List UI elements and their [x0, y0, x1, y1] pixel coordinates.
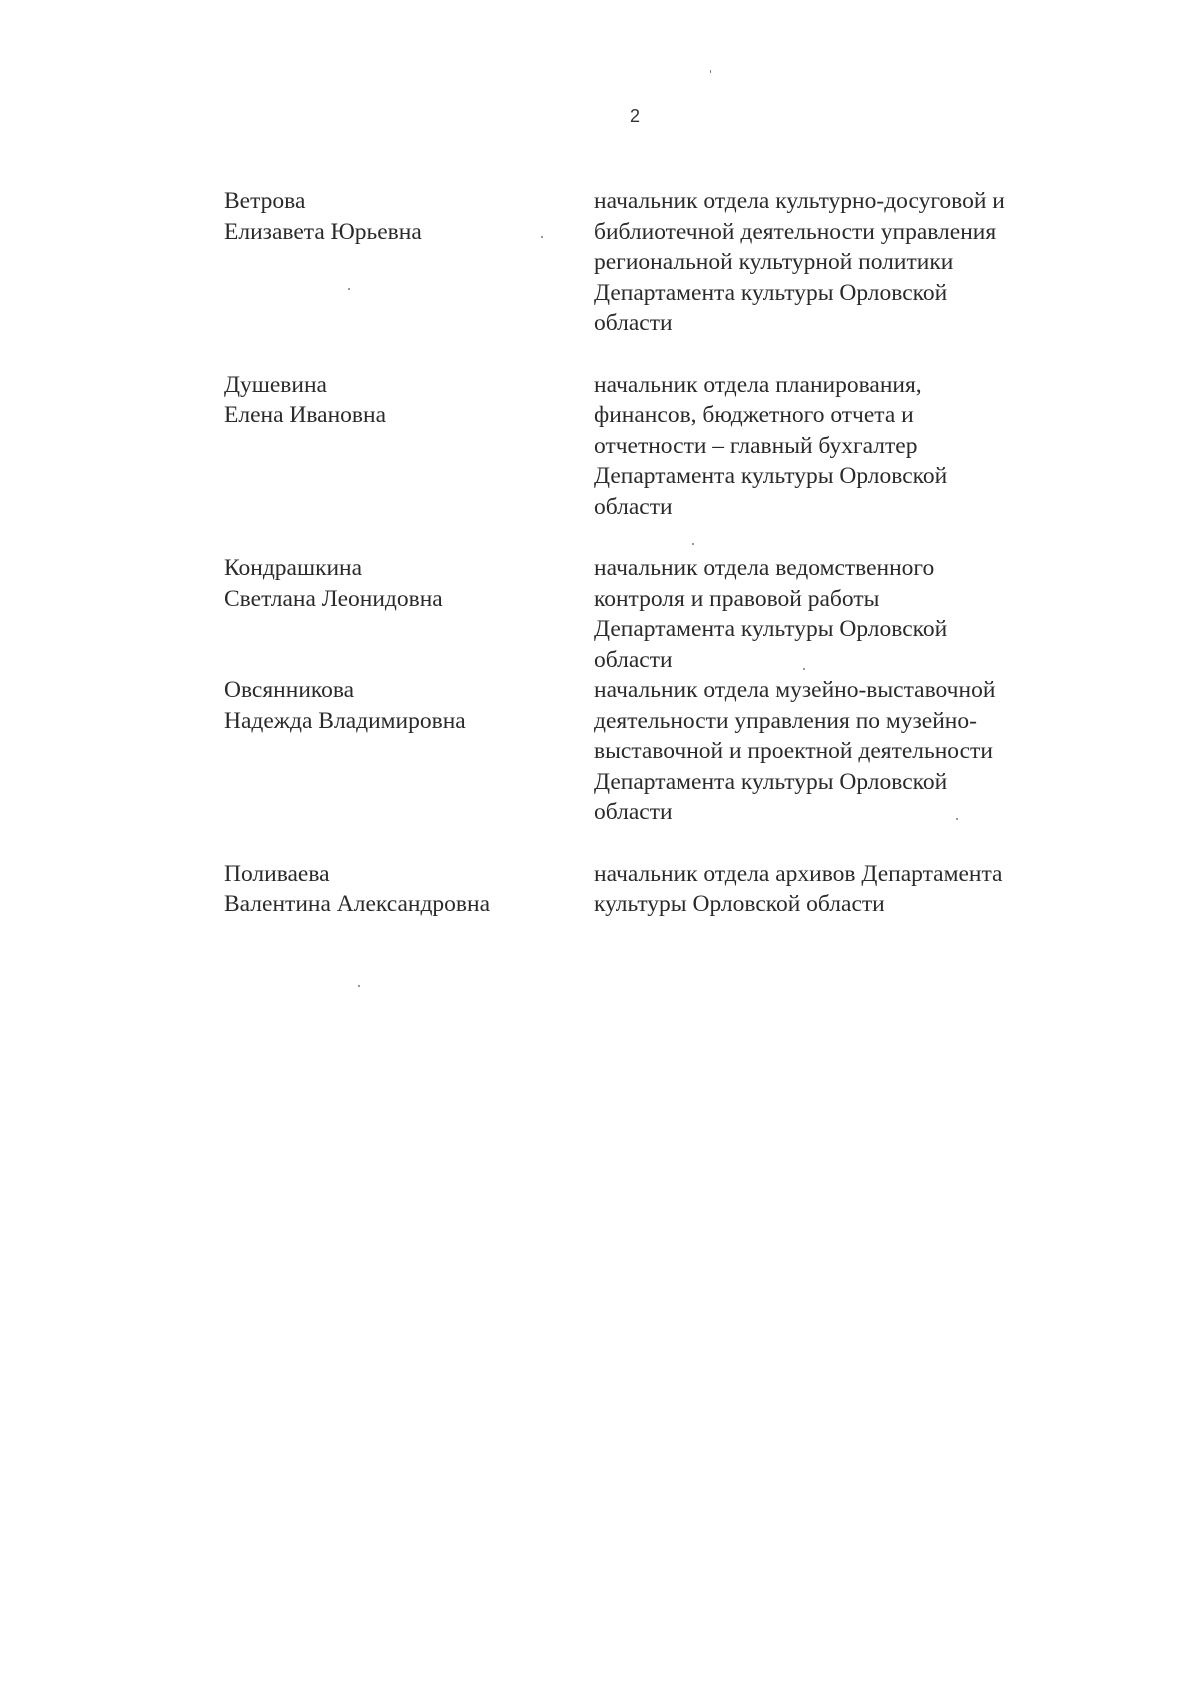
staff-surname: Овсянникова	[224, 677, 355, 703]
staff-surname: Ветрова	[224, 188, 306, 214]
staff-position	[594, 186, 1124, 339]
position-line: области	[594, 646, 673, 673]
staff-given-names: Валентина Александровна	[224, 891, 491, 917]
position-line: Департамента культуры Орловской	[594, 768, 948, 795]
scan-speck	[692, 543, 694, 545]
staff-given-names: Надежда Владимировна	[224, 707, 466, 734]
staff-surname: Поливаева	[224, 860, 330, 887]
position-line: начальник отдела культурно-досуговой и	[594, 188, 1005, 214]
position-line: библиотечной деятельности управления	[594, 218, 997, 245]
staff-position	[594, 553, 1124, 675]
staff-position	[594, 675, 1124, 828]
position-line: выставочной и проектной деятельности	[594, 738, 993, 764]
position-line: области	[594, 493, 673, 520]
position-line: культуры Орловской области	[594, 891, 885, 917]
staff-name	[224, 553, 594, 675]
position-line: начальник отдела ведомственного	[594, 555, 935, 581]
position-line: области	[594, 799, 673, 825]
position-line: Департамента культуры Орловской	[594, 616, 948, 642]
position-line: финансов, бюджетного отчета и	[594, 402, 914, 428]
staff-entry	[224, 553, 1124, 675]
staff-entry	[224, 186, 1124, 339]
staff-entry	[224, 370, 1124, 523]
staff-name	[224, 859, 594, 920]
position-line: Департамента культуры Орловской	[594, 279, 948, 306]
staff-list	[224, 186, 1124, 920]
staff-position	[594, 370, 1124, 523]
scan-speck	[803, 668, 805, 670]
position-line: контроля и правовой работы	[594, 585, 880, 612]
position-line: Департамента культуры Орловской	[594, 463, 948, 489]
position-line: начальник отдела архивов Департамента	[594, 860, 1003, 887]
position-line: региональной культурной политики	[594, 249, 954, 275]
staff-entry	[224, 675, 1124, 828]
position-line: отчетности – главный бухгалтер	[594, 432, 918, 459]
staff-name	[224, 370, 594, 523]
staff-surname: Душевина	[224, 371, 327, 398]
staff-entry	[224, 859, 1124, 920]
position-line: начальник отдела планирования,	[594, 371, 922, 398]
position-line: начальник отдела музейно-выставочной	[594, 677, 996, 703]
staff-given-names: Елизавета Юрьевна	[224, 218, 422, 245]
scan-speck	[956, 818, 958, 820]
staff-given-names: Светлана Леонидовна	[224, 585, 443, 612]
page-number: 2	[629, 106, 640, 126]
position-line: области	[594, 310, 673, 336]
staff-surname: Кондрашкина	[224, 555, 363, 581]
staff-given-names: Елена Ивановна	[224, 402, 387, 428]
scan-speck	[358, 985, 360, 987]
scan-speck	[710, 70, 711, 73]
scan-speck	[348, 288, 350, 290]
position-line: деятельности управления по музейно-	[594, 707, 977, 734]
staff-name	[224, 675, 594, 828]
staff-name	[224, 186, 594, 339]
scan-speck	[541, 236, 543, 238]
staff-position	[594, 859, 1124, 920]
